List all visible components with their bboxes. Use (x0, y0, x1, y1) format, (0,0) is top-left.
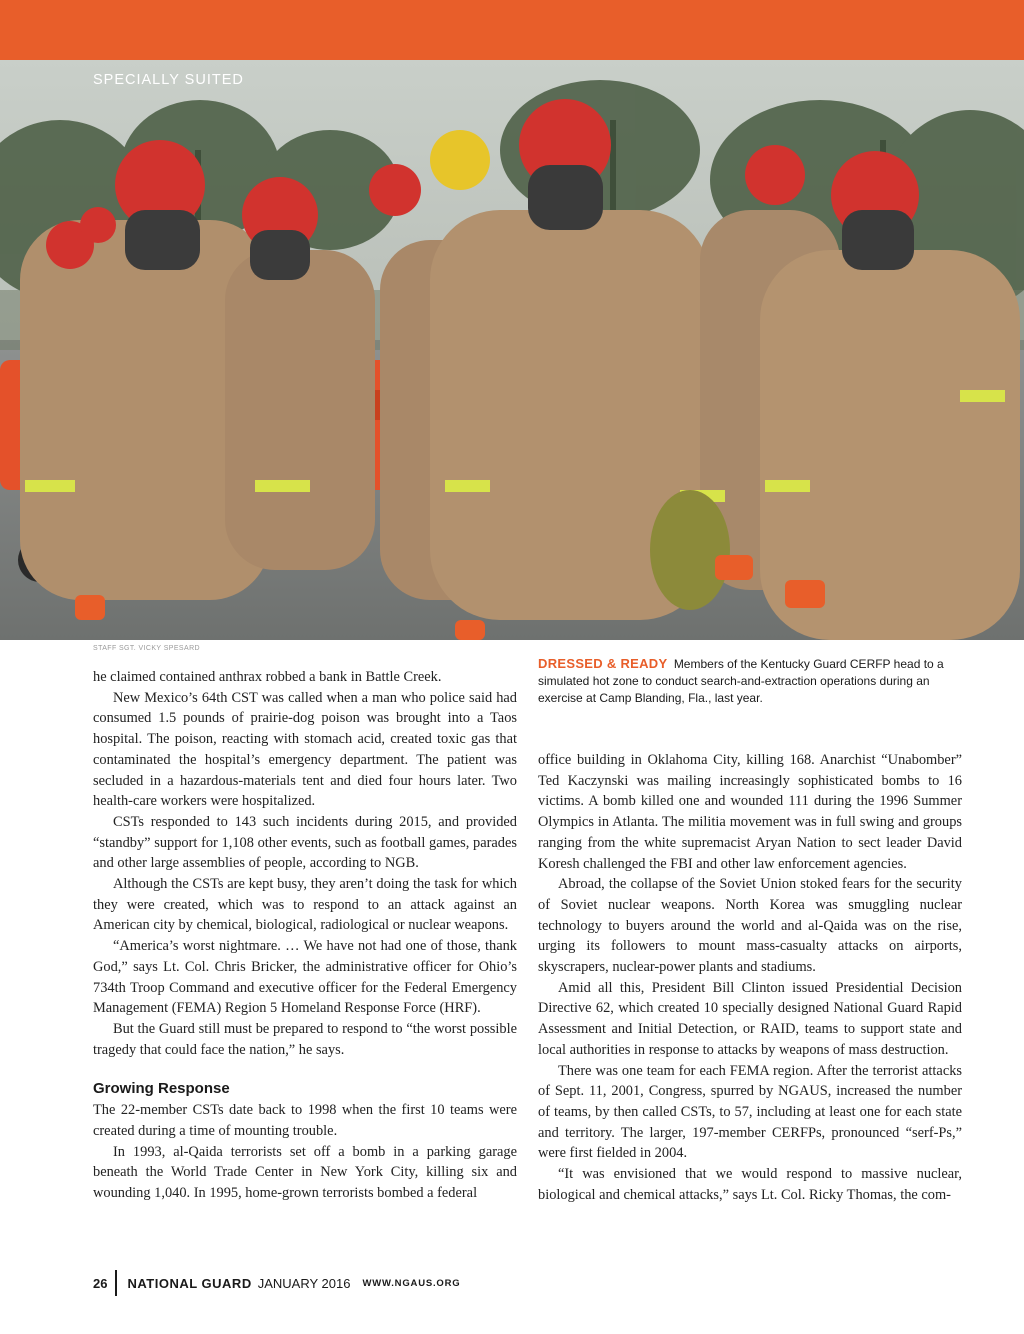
paragraph: “America’s worst nightmare. … We have not had one of those, thank God,” says Lt. Col. Chris Bricker, the administrative officer for Ohio’s 734th Troop Command and executive officer for the Federal Emergency Management (FEMA) Region 5 Homeland Response Force (HRF). (93, 938, 517, 1017)
article-column-left (93, 667, 517, 1204)
issue-date: JANUARY 2016 (257, 1275, 351, 1291)
paragraph: But the Guard still must be prepared to respond to “the worst possible tragedy that could face the nation,” he says. (93, 1020, 517, 1058)
website-url: WWW.NGAUS.ORG (362, 1277, 461, 1289)
paragraph: office building in Oklahoma City, killing 168. Anarchist “Unabomber” Ted Kaczynski was mailing increasingly sophisticated bombs to 16 victims. A bomb killed one and wounded 111 during the 1996 Summer Olympics in Atlanta. The militia movement was in full swing and groups ranging from the white supremacist Aryan Nation to sect leader David Koresh challenged the FBI and other law enforcement agencies. (538, 752, 962, 872)
paragraph: In 1993, al-Qaida terrorists set off a bomb in a parking garage beneath the World Trade Center in New York City, killing six and wounding 1,040. In 1995, home-grown terrorists bombed a federal (93, 1143, 517, 1202)
footer-divider (115, 1270, 117, 1296)
paragraph: Amid all this, President Bill Clinton issued Presidential Decision Directive 62, which created 10 specially designed National Guard Rapid Assessment and Initial Detection, or RAID, teams to support state and local authorities in response to attacks by weapons of mass destruction. (538, 979, 962, 1058)
paragraph: Abroad, the collapse of the Soviet Union stoked fears for the security of Soviet nuclear weapons. North Korea was smuggling nuclear technology to buyers around the world and al-Qaida was on the rise, urging its followers to mount mass-casualty attacks on airports, skyscrapers, nuclear-power plants and stadiums. (538, 876, 962, 976)
paragraph: CSTs responded to 143 such incidents during 2015, and provided “standby” support for 1,108 other events, such as football games, parades and other large assemblies of people, according to NGB. (93, 813, 517, 872)
paragraph: New Mexico’s 64th CST was called when a man who police said had consumed 1.5 pounds of prairie-dog poison was brought into a Taos hospital. The poison, reacting with stomach acid, created toxic gas that contaminated the hospital’s emergency department. The patient was secluded in a hazardous-materials tent and died four hours later. Two health-care workers were hospitalized. (93, 689, 517, 810)
page-number: 26 (93, 1275, 108, 1291)
section-label: SPECIALLY SUITED (93, 72, 244, 88)
paragraph: he claimed contained anthrax robbed a bank in Battle Creek. (93, 669, 442, 685)
page-footer (93, 1270, 460, 1296)
paragraph: “It was envisioned that we would respond to massive nuclear, biological and chemical attacks,” says Lt. Col. Ricky Thomas, the com- (538, 1166, 962, 1203)
caption-text: Members of the Kentucky Guard CERFP head to a simulated hot zone to conduct search-and-extraction operations during an exercise at Camp Blanding, Fla., last year. (538, 657, 944, 705)
photo-caption (538, 655, 968, 707)
photo-credit: STAFF SGT. VICKY SPESARD (93, 645, 200, 652)
paragraph: There was one team for each FEMA region. After the terrorist attacks of Sept. 11, 2001, Congress, spurred by NGAUS, increased the number of teams, by then called CSTs, to 57, including at least one for each state and territory. The larger, 197-member CERFPs, pronounced “serf-Ps,” were first fielded in 2004. (538, 1062, 962, 1162)
magazine-title: NATIONAL GUARD (127, 1275, 252, 1291)
top-accent-bar (0, 0, 1024, 60)
hero-photo (0, 60, 1024, 640)
subhead: Growing Response (93, 1080, 230, 1098)
paragraph: The 22-member CSTs date back to 1998 when the first 10 teams were created during a time of mounting trouble. (93, 1102, 517, 1140)
caption-head: DRESSED & READY (538, 656, 668, 671)
article-column-right (538, 750, 962, 1205)
paragraph: Although the CSTs are kept busy, they aren’t doing the task for which they were created, which was to respond to an attack against an American city by chemical, biological, radiological or nuclear weapons. (93, 876, 517, 934)
